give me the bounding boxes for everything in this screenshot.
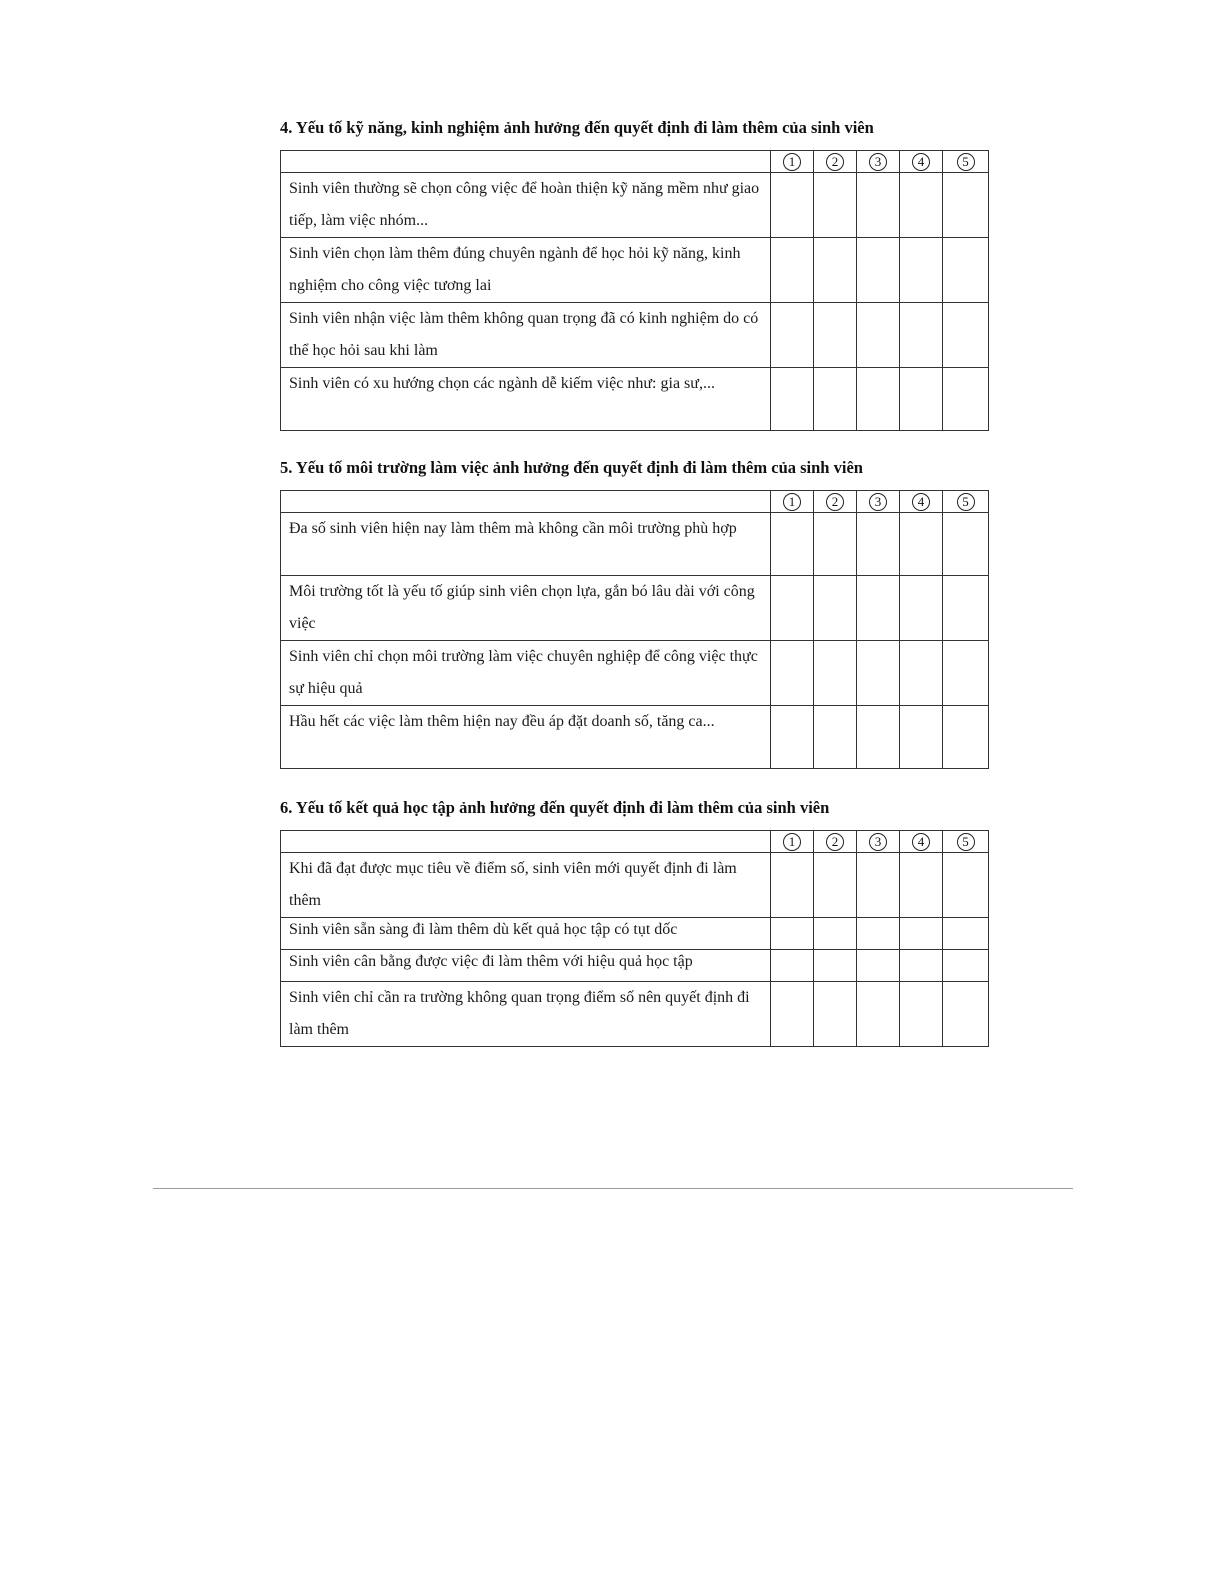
statement-text: Khi đã đạt được mục tiêu về điểm số, sinh viên mới quyết định đi làm thêm	[281, 853, 771, 918]
rating-cell-1[interactable]	[771, 513, 814, 576]
rating-cell-2[interactable]	[814, 368, 857, 431]
circled-number: 3	[869, 153, 887, 171]
section-title: 6. Yếu tố kết quả học tập ảnh hưởng đến quyết định đi làm thêm của sinh viên	[280, 798, 830, 817]
rating-cell-1[interactable]	[771, 853, 814, 918]
rating-cell-5[interactable]	[943, 853, 989, 918]
rating-cell-4[interactable]	[900, 918, 943, 950]
table-row	[281, 950, 989, 982]
likert-table	[280, 490, 989, 769]
statement-text: Sinh viên chỉ chọn môi trường làm việc chuyên nghiệp để công việc thực sự hiệu quả	[281, 641, 771, 706]
scale-option-2	[814, 491, 857, 513]
scale-option-1	[771, 151, 814, 173]
circled-number: 3	[869, 833, 887, 851]
statement-text: Sinh viên nhận việc làm thêm không quan trọng đã có kinh nghiệm do có thể học hỏi sau khi làm	[281, 303, 771, 368]
rating-cell-2[interactable]	[814, 173, 857, 238]
table-row	[281, 853, 989, 918]
rating-cell-5[interactable]	[943, 982, 989, 1047]
rating-cell-5[interactable]	[943, 706, 989, 769]
section-title: 4. Yếu tố kỹ năng, kinh nghiệm ảnh hưởng đến quyết định đi làm thêm của sinh viên	[280, 118, 874, 137]
rating-cell-4[interactable]	[900, 238, 943, 303]
rating-cell-4[interactable]	[900, 513, 943, 576]
rating-cell-1[interactable]	[771, 950, 814, 982]
scale-option-5	[943, 151, 989, 173]
rating-cell-3[interactable]	[857, 303, 900, 368]
rating-cell-3[interactable]	[857, 576, 900, 641]
circled-number: 5	[957, 153, 975, 171]
table-row	[281, 576, 989, 641]
scale-option-2	[814, 151, 857, 173]
scale-option-3	[857, 831, 900, 853]
rating-cell-2[interactable]	[814, 918, 857, 950]
table-row	[281, 173, 989, 238]
circled-number: 1	[783, 493, 801, 511]
scale-header-row	[281, 491, 989, 513]
rating-cell-5[interactable]	[943, 641, 989, 706]
rating-cell-2[interactable]	[814, 641, 857, 706]
table-row	[281, 368, 989, 431]
circled-number: 5	[957, 493, 975, 511]
rating-cell-5[interactable]	[943, 950, 989, 982]
statement-text: Sinh viên thường sẽ chọn công việc để hoàn thiện kỹ năng mềm như giao tiếp, làm việc nhóm...	[281, 173, 771, 238]
rating-cell-1[interactable]	[771, 918, 814, 950]
rating-cell-5[interactable]	[943, 918, 989, 950]
circled-number: 2	[826, 833, 844, 851]
rating-cell-1[interactable]	[771, 303, 814, 368]
rating-cell-4[interactable]	[900, 641, 943, 706]
scale-option-1	[771, 831, 814, 853]
circled-number: 5	[957, 833, 975, 851]
rating-cell-2[interactable]	[814, 853, 857, 918]
scale-option-1	[771, 491, 814, 513]
circled-number: 2	[826, 153, 844, 171]
rating-cell-3[interactable]	[857, 513, 900, 576]
header-blank-cell	[281, 151, 771, 173]
rating-cell-5[interactable]	[943, 303, 989, 368]
rating-cell-2[interactable]	[814, 950, 857, 982]
rating-cell-2[interactable]	[814, 706, 857, 769]
statement-text: Hầu hết các việc làm thêm hiện nay đều áp đặt doanh số, tăng ca...	[281, 706, 771, 769]
rating-cell-2[interactable]	[814, 576, 857, 641]
header-blank-cell	[281, 491, 771, 513]
statement-text: Sinh viên chọn làm thêm đúng chuyên ngành để học hỏi kỹ năng, kinh nghiệm cho công việc tương lai	[281, 238, 771, 303]
rating-cell-4[interactable]	[900, 950, 943, 982]
scale-option-4	[900, 491, 943, 513]
rating-cell-5[interactable]	[943, 238, 989, 303]
statement-text: Sinh viên sẵn sàng đi làm thêm dù kết quả học tập có tụt dốc	[281, 918, 771, 950]
scale-option-3	[857, 491, 900, 513]
rating-cell-3[interactable]	[857, 950, 900, 982]
section-title: 5. Yếu tố môi trường làm việc ảnh hưởng đến quyết định đi làm thêm của sinh viên	[280, 458, 863, 477]
statement-text: Sinh viên cân bằng được việc đi làm thêm với hiệu quả học tập	[281, 950, 771, 982]
statement-text: Sinh viên chỉ cần ra trường không quan trọng điểm số nên quyết định đi làm thêm	[281, 982, 771, 1047]
scale-option-4	[900, 151, 943, 173]
statement-text: Môi trường tốt là yếu tố giúp sinh viên chọn lựa, gắn bó lâu dài với công việc	[281, 576, 771, 641]
rating-cell-2[interactable]	[814, 238, 857, 303]
rating-cell-2[interactable]	[814, 513, 857, 576]
scale-option-5	[943, 491, 989, 513]
scale-option-5	[943, 831, 989, 853]
scale-option-3	[857, 151, 900, 173]
scale-header-row	[281, 831, 989, 853]
rating-cell-4[interactable]	[900, 303, 943, 368]
rating-cell-1[interactable]	[771, 238, 814, 303]
rating-cell-1[interactable]	[771, 641, 814, 706]
statement-text: Sinh viên có xu hướng chọn các ngành dễ kiếm việc như: gia sư,...	[281, 368, 771, 431]
rating-cell-4[interactable]	[900, 706, 943, 769]
header-blank-cell	[281, 831, 771, 853]
rating-cell-3[interactable]	[857, 641, 900, 706]
rating-cell-1[interactable]	[771, 576, 814, 641]
rating-cell-3[interactable]	[857, 238, 900, 303]
rating-cell-3[interactable]	[857, 918, 900, 950]
rating-cell-1[interactable]	[771, 982, 814, 1047]
circled-number: 4	[912, 833, 930, 851]
statement-text: Đa số sinh viên hiện nay làm thêm mà không cần môi trường phù hợp	[281, 513, 771, 576]
table-row	[281, 982, 989, 1047]
rating-cell-2[interactable]	[814, 982, 857, 1047]
scale-header-row	[281, 151, 989, 173]
page-divider	[153, 1188, 1073, 1189]
table-row	[281, 303, 989, 368]
rating-cell-4[interactable]	[900, 853, 943, 918]
rating-cell-4[interactable]	[900, 368, 943, 431]
circled-number: 3	[869, 493, 887, 511]
table-row	[281, 513, 989, 576]
scale-option-4	[900, 831, 943, 853]
rating-cell-1[interactable]	[771, 173, 814, 238]
circled-number: 4	[912, 493, 930, 511]
rating-cell-3[interactable]	[857, 853, 900, 918]
rating-cell-4[interactable]	[900, 576, 943, 641]
circled-number: 1	[783, 833, 801, 851]
table-row	[281, 706, 989, 769]
rating-cell-5[interactable]	[943, 513, 989, 576]
rating-cell-5[interactable]	[943, 368, 989, 431]
rating-cell-4[interactable]	[900, 982, 943, 1047]
rating-cell-2[interactable]	[814, 303, 857, 368]
rating-cell-1[interactable]	[771, 706, 814, 769]
table-row	[281, 238, 989, 303]
circled-number: 1	[783, 153, 801, 171]
rating-cell-3[interactable]	[857, 173, 900, 238]
likert-table	[280, 150, 989, 431]
circled-number: 4	[912, 153, 930, 171]
scale-option-2	[814, 831, 857, 853]
likert-table	[280, 830, 989, 1047]
rating-cell-5[interactable]	[943, 576, 989, 641]
circled-number: 2	[826, 493, 844, 511]
rating-cell-4[interactable]	[900, 173, 943, 238]
table-row	[281, 641, 989, 706]
rating-cell-3[interactable]	[857, 368, 900, 431]
rating-cell-1[interactable]	[771, 368, 814, 431]
rating-cell-3[interactable]	[857, 982, 900, 1047]
table-row	[281, 918, 989, 950]
rating-cell-5[interactable]	[943, 173, 989, 238]
rating-cell-3[interactable]	[857, 706, 900, 769]
